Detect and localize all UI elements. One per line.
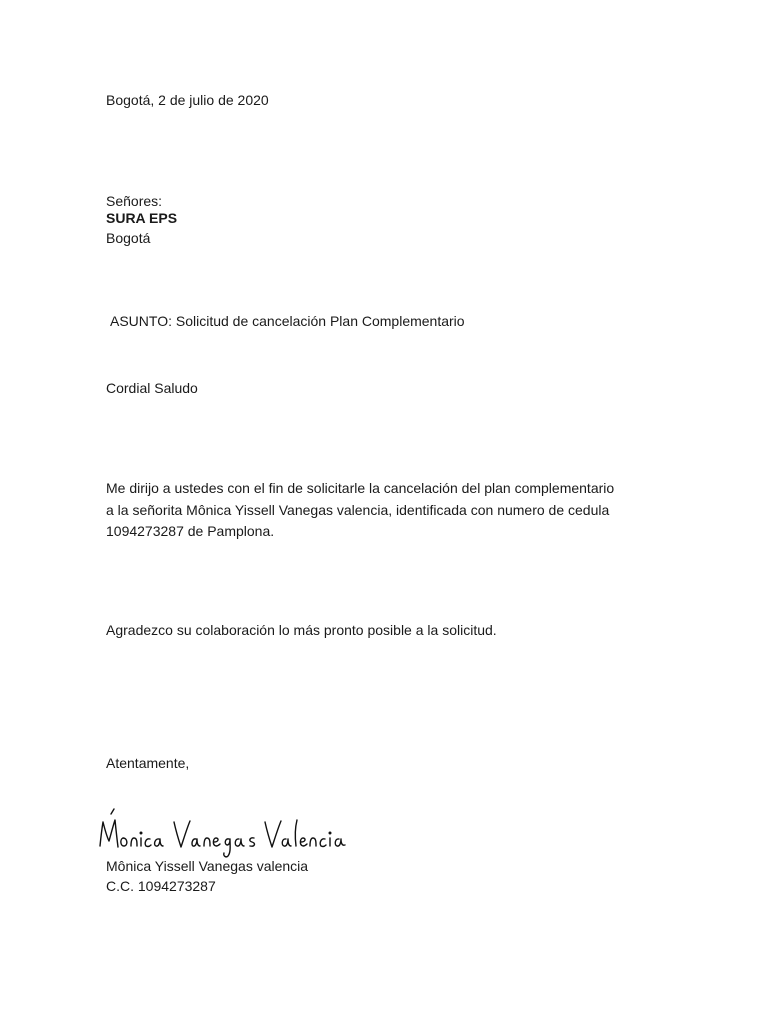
body-line-3: 1094273287 de Pamplona. xyxy=(106,523,275,539)
date-line: Bogotá, 2 de julio de 2020 xyxy=(106,92,269,108)
thanks-paragraph: Agradezco su colaboración lo más pronto posible a la solicitud. xyxy=(106,622,497,638)
signer-name: Mônica Yissell Vanegas valencia xyxy=(106,858,309,874)
greeting: Cordial Saludo xyxy=(106,380,198,396)
recipient-city: Bogotá xyxy=(106,230,151,246)
subject-line: ASUNTO: Solicitud de cancelación Plan Complementario xyxy=(110,313,465,329)
closing: Atentamente, xyxy=(106,755,190,771)
body-paragraph xyxy=(106,478,614,543)
signer-id: C.C. 1094273287 xyxy=(106,878,216,894)
body-line-2: a la señorita Mônica Yissell Vanegas valencia, identificada con numero de cedula xyxy=(106,501,610,518)
recipient-company: SURA EPS xyxy=(106,210,178,226)
recipient-salutation: Señores: xyxy=(106,193,163,209)
body-line-1: Me dirijo a ustedes con el fin de solicitarle la cancelación del plan complementario xyxy=(106,480,615,496)
